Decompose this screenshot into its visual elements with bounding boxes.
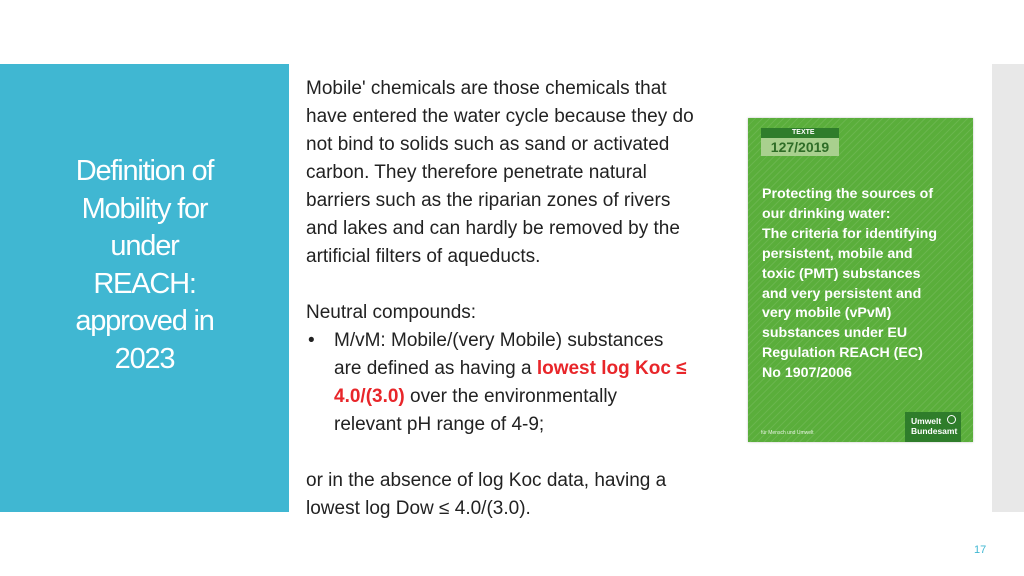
- title-line: REACH:: [93, 267, 196, 300]
- highlighted-threshold: lowest log Koc ≤: [536, 358, 687, 379]
- title-line: Mobility for: [81, 192, 208, 225]
- title-line: under: [110, 230, 179, 262]
- neutral-heading: Neutral compounds:: [306, 302, 477, 323]
- logo-mark-icon: [947, 415, 956, 424]
- cover-title-line: Protecting the sources of: [762, 186, 934, 202]
- bullet-icon: •: [308, 330, 315, 351]
- logo-line: Bundesamt: [911, 426, 958, 436]
- uba-logo: [905, 412, 961, 442]
- cover-title-line: persistent, mobile and: [762, 245, 913, 262]
- bullet-line: [334, 383, 746, 411]
- title-line: Definition of: [75, 155, 214, 187]
- title-line: approved in: [75, 305, 214, 337]
- report-cover-image: [748, 118, 973, 442]
- cover-title-line: very mobile (vPvM): [762, 305, 892, 322]
- page-number: 17: [974, 544, 987, 556]
- intro-line: carbon. They therefore penetrate natural: [306, 162, 647, 183]
- title-line: 2023: [114, 342, 175, 375]
- cover-footer: für Mensch und Umwelt: [761, 430, 814, 436]
- bullet-line: M/vM: Mobile/(very Mobile) substances: [334, 330, 664, 351]
- cover-title-line: our drinking water:: [762, 205, 891, 222]
- series-label: TEXTE: [761, 128, 839, 138]
- intro-line: not bind to solids such as sand or activated: [306, 134, 670, 155]
- slide-title: [0, 153, 289, 378]
- cover-title-line: toxic (PMT) substances: [762, 265, 921, 282]
- bullet-text-normal: over the environmentally: [404, 386, 618, 407]
- slide-body: [306, 75, 746, 523]
- intro-line: barriers such as the riparian zones of rivers: [306, 190, 671, 211]
- highlighted-threshold-value: 4.0/(3.0): [334, 386, 405, 407]
- paragraph-gap: [306, 439, 746, 467]
- intro-line: Mobile' chemicals are those chemicals that: [306, 78, 667, 99]
- paragraph-gap: [306, 271, 746, 299]
- cover-title-line: No 1907/2006: [762, 365, 852, 382]
- bullet-text: [334, 327, 746, 439]
- intro-line: have entered the water cycle because they do: [306, 106, 694, 127]
- intro-line: and lakes and can hardly be removed by the: [306, 218, 680, 239]
- cover-title-line: and very persistent and: [762, 285, 922, 302]
- cover-title-line: Regulation REACH (EC): [762, 345, 923, 362]
- cover-title-line: The criteria for identifying: [762, 225, 938, 242]
- cover-title-line: substances under EU: [762, 325, 908, 342]
- series-number: 127/2019: [761, 138, 839, 156]
- bullet-item: [306, 327, 746, 439]
- cover-title: [762, 185, 967, 384]
- decorative-strip: [992, 64, 1024, 512]
- bullet-text-normal: are defined as having a: [334, 358, 537, 379]
- closing-line: lowest log Dow ≤ 4.0/(3.0).: [306, 498, 531, 519]
- bullet-line: relevant pH range of 4-9;: [334, 414, 545, 435]
- intro-line: artificial filters of aqueducts.: [306, 246, 541, 267]
- bullet-line: [334, 355, 746, 383]
- logo-line: Umwelt: [911, 416, 942, 426]
- closing-line: or in the absence of log Koc data, having a: [306, 470, 667, 491]
